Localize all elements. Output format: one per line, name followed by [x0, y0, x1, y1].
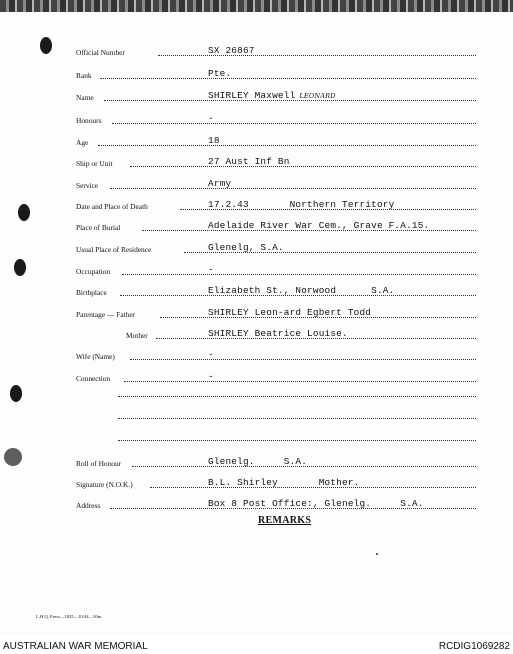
field-value: - [208, 113, 214, 124]
field-usual-residence [76, 240, 476, 254]
field-label: Birthplace [76, 288, 107, 297]
field-official-number [76, 43, 476, 57]
field-value: Glenelg, S.A. [208, 242, 284, 253]
field-label: Occupation [76, 267, 111, 276]
field-value: - [208, 371, 214, 382]
field-name [76, 88, 476, 102]
field-label: Mother [126, 331, 148, 340]
field-connection [76, 369, 476, 383]
field-label: Address [76, 501, 101, 510]
field-value: 27 Aust Inf Bn [208, 156, 290, 167]
field-birthplace [76, 283, 476, 297]
scan-speck [376, 553, 378, 555]
field-signature-nok [76, 475, 476, 489]
punch-hole-4 [10, 385, 22, 402]
remarks-heading: REMARKS [258, 515, 312, 526]
field-parentage-father [76, 305, 476, 319]
field-label: Age [76, 138, 89, 147]
field-label: Wife (Name) [76, 352, 115, 361]
field-place-of-burial [76, 218, 476, 232]
punch-hole-2 [18, 204, 30, 221]
field-address [76, 496, 476, 510]
field-value: Glenelg. S.A. [208, 456, 308, 467]
field-service [76, 176, 476, 190]
punch-hole-5 [4, 448, 22, 466]
field-label: Name [76, 93, 94, 102]
field-value: - [208, 264, 214, 275]
printer-imprint: L.H.Q. Press—1825—10/44—30m. [36, 614, 103, 619]
field-label: Service [76, 181, 99, 190]
footer-record-id: RCDIG1069282 [438, 641, 510, 652]
field-value: - [208, 349, 214, 360]
field-label: Place of Burial [76, 223, 121, 232]
field-value: SHIRLEY Leon-ard Egbert Todd [208, 307, 372, 318]
field-value: Adelaide River War Cem., Grave F.A.15. [208, 220, 430, 231]
punch-hole-3 [14, 259, 26, 276]
field-wife-name [76, 347, 476, 361]
field-ship-or-unit [76, 154, 476, 168]
blank-line-3 [118, 440, 476, 441]
field-label: Date and Place of Death [76, 202, 148, 211]
field-value: 18 [208, 135, 220, 146]
field-age [76, 133, 476, 147]
field-value: SHIRLEY Beatrice Louise. [208, 328, 348, 339]
field-date-place-of-death [76, 197, 476, 211]
field-label: Parentage — Father [76, 310, 136, 319]
field-label: Signature (N.O.K.) [76, 480, 133, 489]
handwritten-annotation: LEONARD [299, 92, 336, 100]
field-value: 17.2.43 Northern Territory [208, 199, 395, 210]
field-occupation [76, 262, 476, 276]
field-label: Usual Place of Residence [76, 245, 152, 254]
punch-hole-1 [40, 37, 52, 54]
field-honours [76, 111, 476, 125]
field-value: Pte. [208, 68, 232, 79]
field-label: Roll of Honour [76, 459, 122, 468]
archive-footer [0, 636, 513, 654]
blank-line-2 [118, 418, 476, 419]
field-value: SX 26867 [208, 45, 255, 56]
field-label: Official Number [76, 48, 125, 57]
field-label: Connection [76, 374, 111, 383]
field-label: Honours [76, 116, 102, 125]
field-label: Rank [76, 71, 92, 80]
field-value: Box 8 Post Office:, Glenelg. S.A. [208, 498, 424, 509]
field-label: Ship or Unit [76, 159, 113, 168]
field-value: Army [208, 178, 232, 189]
field-value: SHIRLEY Maxwell [208, 90, 296, 101]
field-parentage-mother [76, 326, 476, 340]
field-value: Elizabeth St., Norwood S.A. [208, 285, 395, 296]
scan-top-edge [0, 0, 513, 12]
footer-source: AUSTRALIAN WAR MEMORIAL [3, 641, 148, 652]
field-roll-of-honour [76, 454, 476, 468]
field-rank [76, 66, 476, 80]
blank-line-1 [118, 396, 476, 397]
field-value: B.L. Shirley Mother. [208, 477, 360, 488]
